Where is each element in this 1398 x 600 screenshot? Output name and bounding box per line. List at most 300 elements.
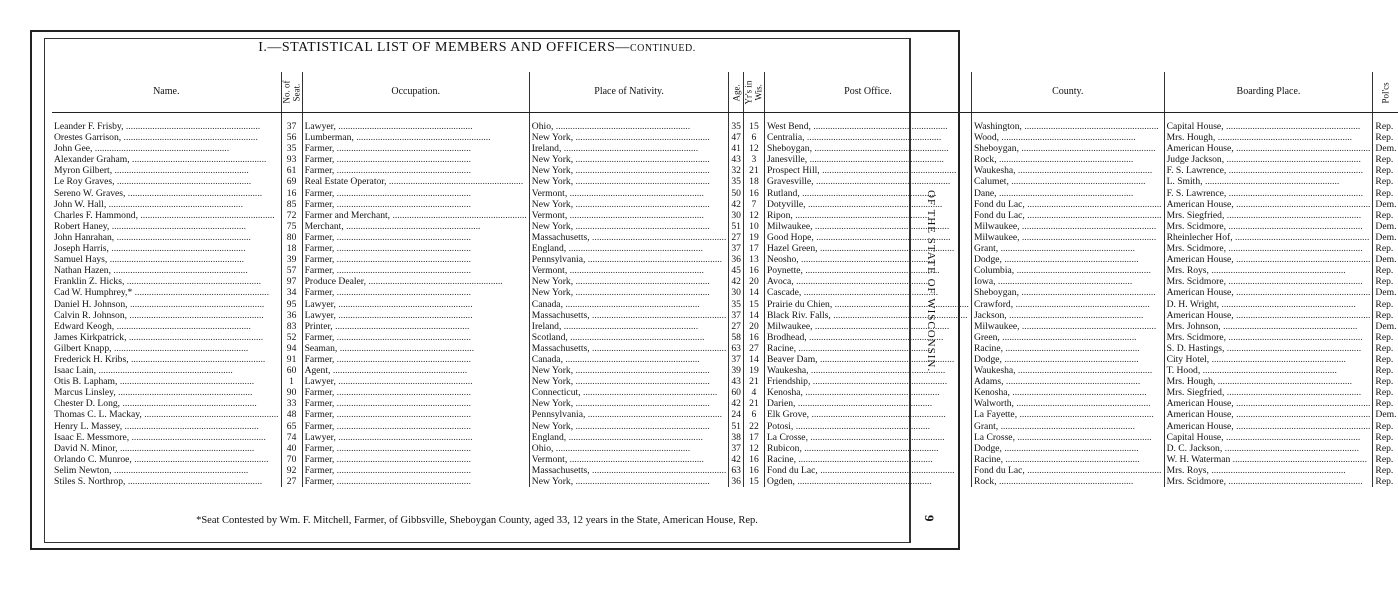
cell-boarding: D. C. Jackson, .....: [1164, 443, 1373, 454]
cell-occupation: Produce Dealer, .....: [302, 276, 529, 287]
cell-boarding: Mrs. Scidmore, .....: [1164, 243, 1373, 254]
table-row: [52, 432, 1398, 443]
cell-county: La Fayette, .....: [971, 409, 1164, 420]
cell-years: 27: [743, 343, 764, 354]
cell-boarding: Mrs. Scidmore, .....: [1164, 221, 1373, 232]
cell-post-office: Brodhead, .....: [764, 332, 971, 343]
header-post-office: Post Office.: [764, 72, 971, 113]
cell-years: 15: [743, 299, 764, 310]
cell-occupation: Farmer, .....: [302, 165, 529, 176]
table-row: [52, 154, 1398, 165]
cell-seat: 75: [281, 221, 302, 232]
cell-nativity: New York, .....: [529, 154, 729, 165]
cell-politics: Dem.: [1373, 409, 1398, 420]
cell-name: Isaac Lain, .....: [52, 365, 281, 376]
cell-nativity: New York, .....: [529, 287, 729, 298]
cell-occupation: Farmer, .....: [302, 243, 529, 254]
table-row: [52, 299, 1398, 310]
cell-nativity: England, .....: [529, 432, 729, 443]
table-row: [52, 188, 1398, 199]
cell-county: Rock, .....: [971, 154, 1164, 165]
table-row: [52, 343, 1398, 354]
title-continued: CONTINUED.: [629, 43, 696, 54]
cell-seat: 97: [281, 276, 302, 287]
cell-boarding: W. H. Waterman .....: [1164, 454, 1373, 465]
page-title: [44, 40, 910, 56]
cell-county: Green, .....: [971, 332, 1164, 343]
cell-years: 20: [743, 276, 764, 287]
cell-post-office: Potosi, .....: [764, 421, 971, 432]
cell-nativity: Canada, .....: [529, 354, 729, 365]
cell-politics: Rep.: [1373, 299, 1398, 310]
cell-county: Dodge, .....: [971, 254, 1164, 265]
cell-nativity: Ohio, .....: [529, 121, 729, 132]
cell-name: Samuel Hays, .....: [52, 254, 281, 265]
cell-seat: 94: [281, 343, 302, 354]
cell-age: 41: [729, 143, 744, 154]
cell-age: 63: [729, 465, 744, 476]
cell-occupation: Farmer, .....: [302, 287, 529, 298]
header-years: Yr's in Wis.: [743, 72, 764, 113]
cell-occupation: Farmer, .....: [302, 354, 529, 365]
cell-years: 15: [743, 476, 764, 487]
cell-politics: Rep.: [1373, 154, 1398, 165]
cell-name: Alexander Graham, .....: [52, 154, 281, 165]
cell-post-office: Waukesha, .....: [764, 365, 971, 376]
cell-years: 6: [743, 132, 764, 143]
cell-years: 16: [743, 332, 764, 343]
cell-name: Joseph Harris, .....: [52, 243, 281, 254]
cell-name: John Gee, .....: [52, 143, 281, 154]
cell-nativity: Vermont, .....: [529, 265, 729, 276]
cell-nativity: New York, .....: [529, 421, 729, 432]
cell-politics: Rep.: [1373, 243, 1398, 254]
cell-nativity: Canada, .....: [529, 299, 729, 310]
cell-occupation: Printer, .....: [302, 321, 529, 332]
cell-post-office: Avoca, .....: [764, 276, 971, 287]
cell-seat: 85: [281, 199, 302, 210]
cell-age: 63: [729, 343, 744, 354]
cell-years: 10: [743, 221, 764, 232]
cell-seat: 57: [281, 265, 302, 276]
cell-years: 15: [743, 121, 764, 132]
cell-politics: Rep.: [1373, 432, 1398, 443]
cell-politics: Dem.: [1373, 287, 1398, 298]
cell-years: 16: [743, 188, 764, 199]
table-row: [52, 210, 1398, 221]
cell-occupation: Lawyer, .....: [302, 376, 529, 387]
cell-age: 45: [729, 265, 744, 276]
side-running-title: OF THE STATE OF WISCONSIN.: [925, 190, 937, 373]
cell-name: Isaac E. Messmore, .....: [52, 432, 281, 443]
cell-occupation: Lawyer, .....: [302, 121, 529, 132]
cell-occupation: Farmer, .....: [302, 265, 529, 276]
cell-nativity: Massachusetts, .....: [529, 232, 729, 243]
cell-seat: 72: [281, 210, 302, 221]
cell-name: David N. Minor, .....: [52, 443, 281, 454]
cell-boarding: American House, .....: [1164, 421, 1373, 432]
table-row: [52, 199, 1398, 210]
cell-county: Waukesha, .....: [971, 165, 1164, 176]
cell-nativity: Connecticut, .....: [529, 387, 729, 398]
cell-occupation: Farmer, .....: [302, 443, 529, 454]
cell-boarding: Capital House, .....: [1164, 121, 1373, 132]
cell-boarding: S. D. Hastings, .....: [1164, 343, 1373, 354]
cell-politics: Dem.: [1373, 232, 1398, 243]
cell-age: 35: [729, 176, 744, 187]
cell-county: Racine, .....: [971, 343, 1164, 354]
cell-county: Milwaukee, .....: [971, 232, 1164, 243]
cell-age: 51: [729, 221, 744, 232]
cell-county: Adams, .....: [971, 376, 1164, 387]
table-row: [52, 165, 1398, 176]
cell-age: 32: [729, 165, 744, 176]
cell-years: 21: [743, 165, 764, 176]
cell-age: 35: [729, 299, 744, 310]
cell-occupation: Farmer, .....: [302, 254, 529, 265]
cell-occupation: Lawyer, .....: [302, 299, 529, 310]
cell-age: 42: [729, 454, 744, 465]
cell-seat: 92: [281, 465, 302, 476]
cell-post-office: Gravesville, .....: [764, 176, 971, 187]
cell-name: Sereno W. Graves, .....: [52, 188, 281, 199]
cell-age: 36: [729, 476, 744, 487]
cell-post-office: Ripon, .....: [764, 210, 971, 221]
cell-boarding: Mrs. Roys, .....: [1164, 465, 1373, 476]
cell-seat: 36: [281, 310, 302, 321]
cell-nativity: Scotland, .....: [529, 332, 729, 343]
cell-seat: 95: [281, 299, 302, 310]
cell-occupation: Lumberman, .....: [302, 132, 529, 143]
cell-county: Kenosha, .....: [971, 387, 1164, 398]
table-row: [52, 332, 1398, 343]
cell-boarding: American House, .....: [1164, 287, 1373, 298]
table-row: [52, 310, 1398, 321]
cell-county: Fond du Lac, .....: [971, 199, 1164, 210]
cell-politics: Rep.: [1373, 176, 1398, 187]
cell-county: Walworth, .....: [971, 398, 1164, 409]
cell-age: 60: [729, 387, 744, 398]
cell-occupation: Lawyer, .....: [302, 310, 529, 321]
cell-age: 36: [729, 254, 744, 265]
cell-seat: 60: [281, 365, 302, 376]
cell-post-office: Janesville, .....: [764, 154, 971, 165]
cell-post-office: Elk Grove, .....: [764, 409, 971, 420]
cell-county: Milwaukee, .....: [971, 221, 1164, 232]
cell-years: 12: [743, 210, 764, 221]
table-row: [52, 132, 1398, 143]
cell-occupation: Agent, .....: [302, 365, 529, 376]
cell-name: Selim Newton, .....: [52, 465, 281, 476]
table-row: [52, 365, 1398, 376]
cell-name: Nathan Hazen, .....: [52, 265, 281, 276]
cell-age: 35: [729, 121, 744, 132]
cell-occupation: Farmer, .....: [302, 188, 529, 199]
cell-nativity: Pennsylvania, .....: [529, 254, 729, 265]
cell-seat: 74: [281, 432, 302, 443]
table-row: [52, 254, 1398, 265]
cell-boarding: Mrs. Siegfried, .....: [1164, 387, 1373, 398]
cell-name: Daniel H. Johnson, .....: [52, 299, 281, 310]
cell-nativity: Vermont, .....: [529, 210, 729, 221]
table-row: [52, 398, 1398, 409]
footnote: *Seat Contested by Wm. F. Mitchell, Farmer, of Gibbsville, Sheboygan County, aged 33, 12 years in the State, American House, Rep.: [196, 515, 758, 526]
cell-seat: 83: [281, 321, 302, 332]
cell-boarding: Mrs. Scidmore, .....: [1164, 476, 1373, 487]
cell-post-office: Milwaukee, .....: [764, 321, 971, 332]
cell-occupation: Merchant, .....: [302, 221, 529, 232]
cell-nativity: New York, .....: [529, 365, 729, 376]
cell-age: 37: [729, 243, 744, 254]
cell-name: Myron Gilbert, .....: [52, 165, 281, 176]
cell-boarding: American House, .....: [1164, 199, 1373, 210]
cell-post-office: Kenosha, .....: [764, 387, 971, 398]
cell-age: 27: [729, 232, 744, 243]
table-row: [52, 176, 1398, 187]
cell-seat: 37: [281, 121, 302, 132]
cell-seat: 56: [281, 132, 302, 143]
cell-age: 42: [729, 276, 744, 287]
cell-post-office: Racine, .....: [764, 454, 971, 465]
cell-boarding: American House, .....: [1164, 398, 1373, 409]
cell-name: Gilbert Knapp, .....: [52, 343, 281, 354]
cell-post-office: Beaver Dam, .....: [764, 354, 971, 365]
cell-politics: Rep.: [1373, 121, 1398, 132]
cell-boarding: Mrs. Johnson, .....: [1164, 321, 1373, 332]
cell-name: John W. Hall, .....: [52, 199, 281, 210]
cell-boarding: Mrs. Siegfried, .....: [1164, 210, 1373, 221]
cell-county: Grant, .....: [971, 421, 1164, 432]
cell-county: Dodge, .....: [971, 443, 1164, 454]
cell-years: 16: [743, 454, 764, 465]
cell-county: Sheboygan, .....: [971, 143, 1164, 154]
cell-years: 12: [743, 143, 764, 154]
cell-politics: Rep.: [1373, 376, 1398, 387]
cell-post-office: Rubicon, .....: [764, 443, 971, 454]
cell-post-office: Friendship, .....: [764, 376, 971, 387]
cell-county: Waukesha, .....: [971, 365, 1164, 376]
cell-nativity: Ohio, .....: [529, 443, 729, 454]
cell-years: 14: [743, 310, 764, 321]
cell-age: 37: [729, 354, 744, 365]
cell-name: Marcus Linsley, .....: [52, 387, 281, 398]
cell-post-office: Dotyville, .....: [764, 199, 971, 210]
cell-years: 16: [743, 465, 764, 476]
cell-name: Henry L. Massey, .....: [52, 421, 281, 432]
table-row: [52, 454, 1398, 465]
cell-boarding: L. Smith, .....: [1164, 176, 1373, 187]
cell-politics: Rep.: [1373, 265, 1398, 276]
cell-seat: 80: [281, 232, 302, 243]
table-row: [52, 443, 1398, 454]
cell-post-office: Good Hope, .....: [764, 232, 971, 243]
cell-seat: 35: [281, 143, 302, 154]
cell-nativity: New York, .....: [529, 176, 729, 187]
cell-politics: Rep.: [1373, 365, 1398, 376]
cell-politics: Rep.: [1373, 188, 1398, 199]
cell-years: 20: [743, 321, 764, 332]
cell-age: 43: [729, 376, 744, 387]
cell-name: Charles F. Hammond, .....: [52, 210, 281, 221]
cell-boarding: Mrs. Roys, .....: [1164, 265, 1373, 276]
cell-boarding: D. H. Wright, .....: [1164, 299, 1373, 310]
cell-occupation: Farmer, .....: [302, 387, 529, 398]
cell-county: Fond du Lac, .....: [971, 465, 1164, 476]
cell-name: Cad W. Humphrey,* .....: [52, 287, 281, 298]
cell-post-office: Black Riv. Falls, .....: [764, 310, 971, 321]
cell-post-office: Prospect Hill, .....: [764, 165, 971, 176]
cell-occupation: Farmer, .....: [302, 409, 529, 420]
cell-occupation: Lawyer, .....: [302, 432, 529, 443]
cell-county: Calumet, .....: [971, 176, 1164, 187]
cell-politics: Dem.: [1373, 143, 1398, 154]
spacer-row: [52, 113, 1398, 122]
cell-nativity: Massachusetts, .....: [529, 310, 729, 321]
cell-nativity: New York, .....: [529, 398, 729, 409]
cell-age: 58: [729, 332, 744, 343]
cell-occupation: Farmer, .....: [302, 154, 529, 165]
cell-name: Otis B. Lapham, .....: [52, 376, 281, 387]
cell-post-office: Rutland, .....: [764, 188, 971, 199]
cell-politics: Rep.: [1373, 343, 1398, 354]
cell-post-office: Racine, .....: [764, 343, 971, 354]
cell-boarding: Mrs. Hough, .....: [1164, 376, 1373, 387]
cell-seat: 16: [281, 188, 302, 199]
cell-nativity: Massachusetts, .....: [529, 465, 729, 476]
cell-age: 39: [729, 365, 744, 376]
cell-boarding: Mrs. Scidmore, .....: [1164, 332, 1373, 343]
table-row: [52, 265, 1398, 276]
cell-seat: 1: [281, 376, 302, 387]
header-county: County.: [971, 72, 1164, 113]
cell-age: 27: [729, 321, 744, 332]
cell-post-office: Sheboygan, .....: [764, 143, 971, 154]
cell-boarding: American House, .....: [1164, 254, 1373, 265]
cell-nativity: New York, .....: [529, 276, 729, 287]
cell-occupation: Farmer and Merchant, .....: [302, 210, 529, 221]
cell-years: 17: [743, 243, 764, 254]
cell-boarding: T. Hood, .....: [1164, 365, 1373, 376]
cell-seat: 18: [281, 243, 302, 254]
header-boarding: Boarding Place.: [1164, 72, 1373, 113]
cell-years: 14: [743, 287, 764, 298]
cell-name: Edward Keogh, .....: [52, 321, 281, 332]
table-row: [52, 232, 1398, 243]
cell-politics: Rep.: [1373, 310, 1398, 321]
cell-seat: 93: [281, 154, 302, 165]
cell-post-office: Centralia, .....: [764, 132, 971, 143]
members-table: [52, 72, 1398, 487]
cell-name: James Kirkpatrick, .....: [52, 332, 281, 343]
cell-name: Orestes Garrison, .....: [52, 132, 281, 143]
cell-age: 42: [729, 199, 744, 210]
cell-politics: Rep.: [1373, 210, 1398, 221]
cell-politics: Dem.: [1373, 254, 1398, 265]
cell-county: Dodge, .....: [971, 354, 1164, 365]
cell-nativity: New York, .....: [529, 199, 729, 210]
cell-boarding: American House, .....: [1164, 143, 1373, 154]
cell-politics: Rep.: [1373, 421, 1398, 432]
cell-post-office: Cascade, .....: [764, 287, 971, 298]
cell-nativity: Ireland, .....: [529, 321, 729, 332]
cell-seat: 91: [281, 354, 302, 365]
cell-boarding: Mrs. Scidmore, .....: [1164, 276, 1373, 287]
cell-politics: Rep.: [1373, 354, 1398, 365]
cell-occupation: Farmer, .....: [302, 332, 529, 343]
cell-post-office: Neosho, .....: [764, 254, 971, 265]
cell-age: 38: [729, 432, 744, 443]
cell-seat: 61: [281, 165, 302, 176]
cell-years: 12: [743, 443, 764, 454]
cell-seat: 39: [281, 254, 302, 265]
cell-name: Orlando C. Munroe, .....: [52, 454, 281, 465]
cell-occupation: Farmer, .....: [302, 421, 529, 432]
cell-boarding: City Hotel, .....: [1164, 354, 1373, 365]
cell-name: Leander F. Frisby, .....: [52, 121, 281, 132]
cell-seat: 34: [281, 287, 302, 298]
cell-name: Chester D. Long, .....: [52, 398, 281, 409]
table-row: [52, 476, 1398, 487]
table-row: [52, 276, 1398, 287]
header-occupation: Occupation.: [302, 72, 529, 113]
cell-politics: Rep.: [1373, 454, 1398, 465]
cell-boarding: American House, .....: [1164, 409, 1373, 420]
cell-county: Dane, .....: [971, 188, 1164, 199]
cell-age: 42: [729, 398, 744, 409]
cell-politics: Rep.: [1373, 276, 1398, 287]
cell-boarding: Judge Jackson, .....: [1164, 154, 1373, 165]
table-row: [52, 143, 1398, 154]
cell-name: Thomas C. L. Mackay, .....: [52, 409, 281, 420]
header-seat: No. of Seat.: [281, 72, 302, 113]
cell-years: 14: [743, 354, 764, 365]
cell-years: 22: [743, 421, 764, 432]
cell-boarding: Capital House, .....: [1164, 432, 1373, 443]
cell-age: 30: [729, 210, 744, 221]
cell-name: Le Roy Graves, .....: [52, 176, 281, 187]
cell-post-office: La Crosse, .....: [764, 432, 971, 443]
cell-seat: 65: [281, 421, 302, 432]
cell-seat: 33: [281, 398, 302, 409]
cell-politics: Rep.: [1373, 465, 1398, 476]
cell-post-office: West Bend, .....: [764, 121, 971, 132]
cell-name: Calvin R. Johnson, .....: [52, 310, 281, 321]
cell-post-office: Milwaukee, .....: [764, 221, 971, 232]
cell-age: 37: [729, 443, 744, 454]
cell-county: Racine, .....: [971, 454, 1164, 465]
cell-county: Iowa, .....: [971, 276, 1164, 287]
cell-occupation: Farmer, .....: [302, 199, 529, 210]
cell-age: 43: [729, 154, 744, 165]
cell-post-office: Ogden, .....: [764, 476, 971, 487]
header-name: Name.: [52, 72, 281, 113]
cell-politics: Dem.: [1373, 199, 1398, 210]
cell-occupation: Farmer, .....: [302, 398, 529, 409]
cell-years: 4: [743, 387, 764, 398]
table-row: [52, 354, 1398, 365]
cell-politics: Rep.: [1373, 387, 1398, 398]
table-row: [52, 376, 1398, 387]
cell-nativity: New York, .....: [529, 132, 729, 143]
title-main: I.—STATISTICAL LIST OF MEMBERS AND OFFICERS—: [258, 40, 630, 55]
cell-years: 18: [743, 176, 764, 187]
cell-years: 16: [743, 265, 764, 276]
cell-boarding: American House, .....: [1164, 310, 1373, 321]
cell-name: Franklin Z. Hicks, .....: [52, 276, 281, 287]
cell-age: 50: [729, 188, 744, 199]
cell-county: Crawford, .....: [971, 299, 1164, 310]
cell-boarding: F. S. Lawrence, .....: [1164, 165, 1373, 176]
